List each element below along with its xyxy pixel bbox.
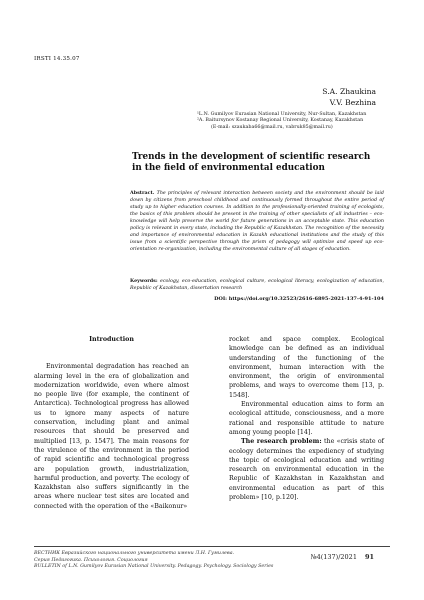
journal-name-line: ВЕСТНИК Евразийского национального университета имени Л.Н. Гумилева.	[34, 551, 235, 556]
research-problem-label: The research problem:	[241, 438, 322, 446]
body-column-right	[229, 335, 384, 502]
keywords	[130, 278, 384, 292]
doi-link[interactable]: DOI: https://doi.org/10.32523/2616-6895-2021-137-4-91-104	[214, 296, 384, 302]
affiliation-line: ¹L.N. Gumilyov Eurasian National University, Nur-Sultan, Kazakhstan	[197, 112, 367, 117]
section-heading-introduction: Introduction	[89, 336, 134, 343]
research-problem-paragraph	[229, 437, 384, 502]
author-name: S.A. Zhaukina	[322, 87, 376, 96]
body-paragraph: rocket and space complex. Ecological knowledge can be defined as an individual understanding of the functioning of the environment, human interaction with the environment, the origin of environmental problems, and ways to overcome them [13, p. 1548].	[229, 336, 384, 399]
research-problem-text: the «crisis state of ecology determines the expediency of studying the topic of ecological education and writing research on environmental education in the Republic of Kazakhstan in Kazakhstan and environmental education as part of this problem» [10, p.120].	[229, 438, 384, 502]
affiliations	[197, 112, 366, 131]
journal-name-line: BULLETIN of L.N. Gumilyov Eurasian National University. Pedagogy. Psychology. Sociology Series	[34, 564, 274, 570]
author-list	[322, 86, 376, 108]
abstract	[130, 190, 384, 253]
footer-divider	[34, 546, 390, 547]
author-emails: (E-mail: szaukaba66@mail.ru, vabruk85@mail.ru)	[211, 124, 333, 130]
irsti-code: IRSTI 14.35.07	[34, 56, 80, 62]
keywords-text: ecology, eco-education, ecological culture, ecological literacy, ecologization of education, Republic of Kazakhstan, dissertation research	[130, 279, 384, 291]
keywords-label: Keywords:	[130, 278, 158, 284]
body-paragraph: Environmental degradation has reached an alarming level in the era of globalization and modernization worldwide, even where almost no people live (for example, the continent of Antarctica). Technological progress has allowed us to ignore many aspects of nature conservation, including plant and animal resources that should be preserved and multiplied [13, p. 1547]. The main reasons for the virulence of the environment in the period of rapid scientific and technological progress are population growth, industrialization, harmful production, and poverty. The ecology of Kazakhstan also suffers significantly in the areas where nuclear test sites are located and connected with the operation of the «Baikonur»	[34, 363, 189, 510]
abstract-label: Abstract.	[130, 190, 155, 196]
body-paragraph: Environmental education aims to form an ecological attitude, consciousness, and a more rational and responsible attitude to nature among young people [14].	[229, 401, 384, 436]
page-number: 91	[364, 553, 374, 561]
issue-page-info	[310, 553, 374, 561]
author-name: V.V. Bezhina	[329, 98, 376, 107]
article-title: Trends in the development of scientific research in the field of environmental education	[132, 152, 371, 173]
body-column-left	[34, 335, 189, 511]
abstract-text: The principles of relevant interaction between society and the environment should be laid down by citizens from preschool childhood and continuously formed throughout the entire period of study up to higher education courses. In addition to the professionally-oriented training of ecologists, the basics of this problem should be present in the training of other specialists of all industries – eco-knowledge will help preserve the world for future generations in an acceptable state. This education policy is relevant in every state, including the Republic of Kazakhstan. The recognition of the necessity and importance of environmental education in Kazakh educational institutions and the study of this issue from a scientific perspective through the prism of pedagogy will optimize and speed up eco-orientation re-organization, including the environmental culture of all stages of education.	[130, 191, 384, 252]
affiliation-line: ²A. Baitursynov Kostanay Regional University, Kostanay, Kazakhstan	[197, 118, 364, 124]
journal-footer	[34, 551, 273, 571]
issue-number: №4(137)/2021	[310, 553, 357, 561]
journal-name-line: Серия Педагогика. Психология. Социология	[34, 557, 148, 563]
